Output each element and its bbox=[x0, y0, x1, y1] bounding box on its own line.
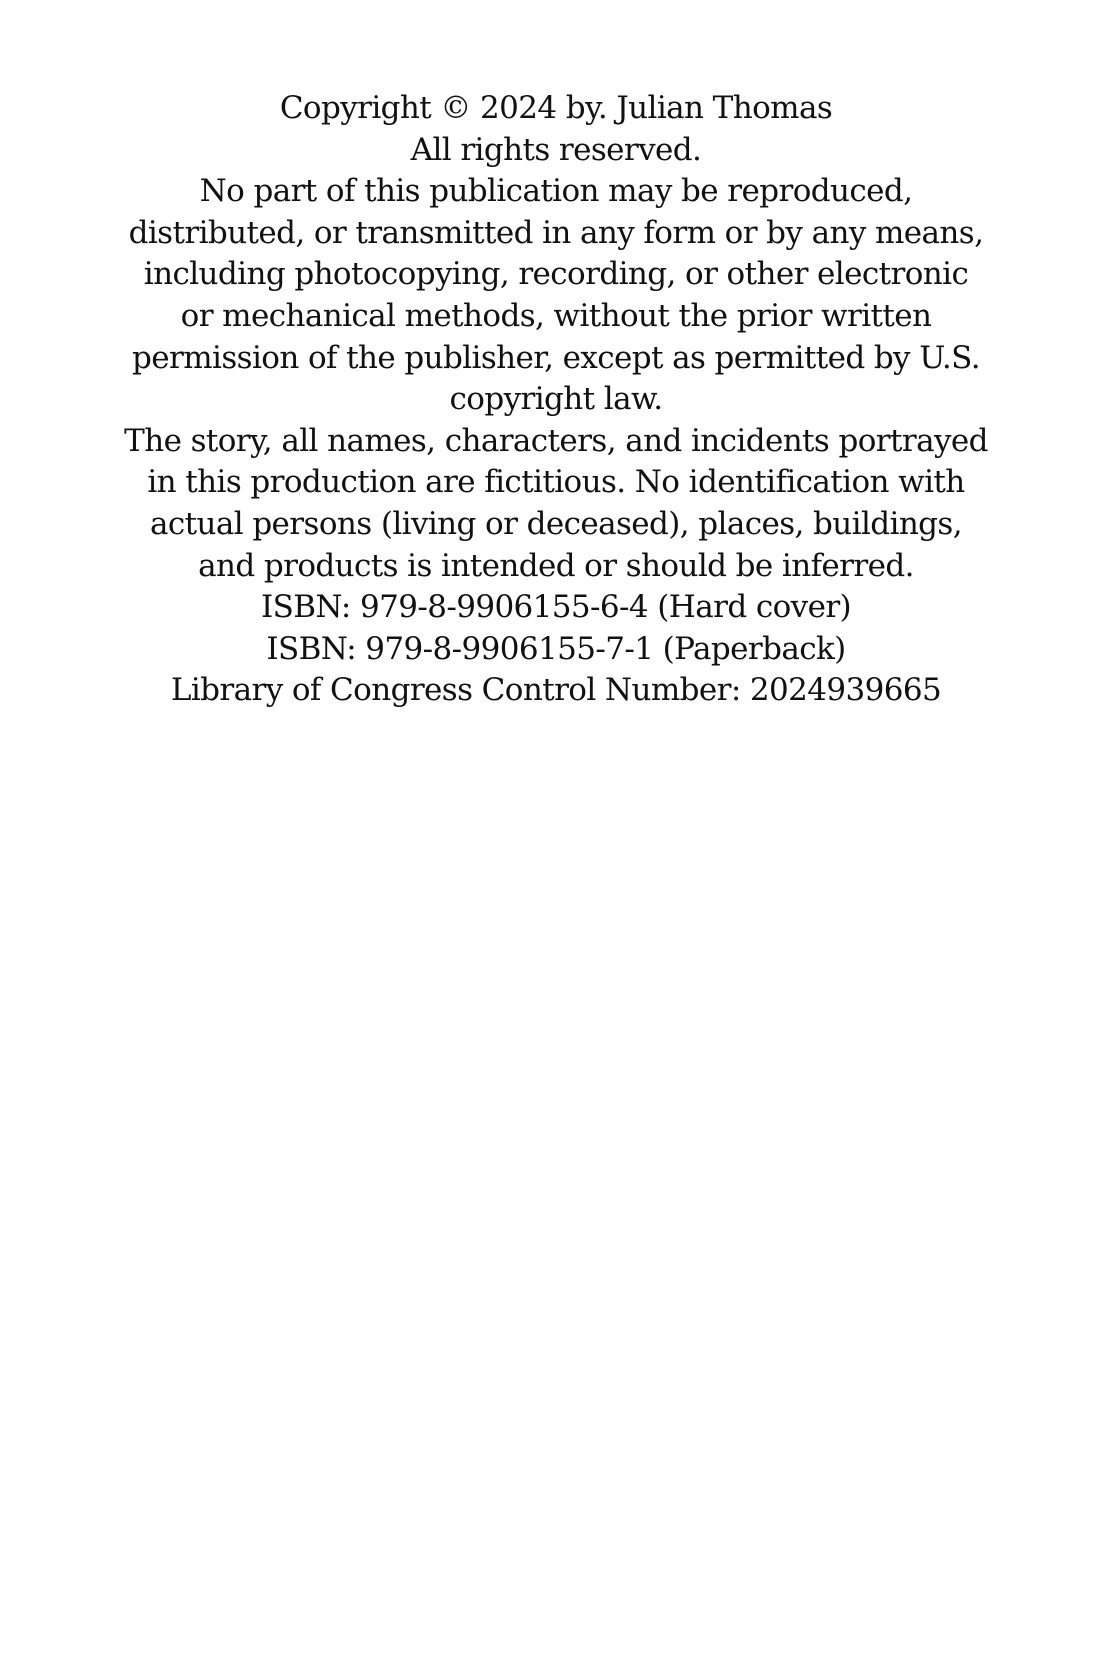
isbn-paperback-line: ISBN: 979-8-9906155-7-1 (Paperback) bbox=[266, 630, 846, 667]
fiction-disclaimer-line: actual persons (living or deceased), places, buildings, bbox=[150, 505, 962, 542]
lccn-line: Library of Congress Control Number: 2024939665 bbox=[170, 672, 942, 709]
reproduction-notice-line: copyright law. bbox=[449, 381, 663, 418]
reproduction-notice-line: including photocopying, recording, or other electronic bbox=[143, 256, 969, 293]
isbn-hardcover-line: ISBN: 979-8-9906155-6-4 (Hard cover) bbox=[260, 589, 852, 626]
reproduction-notice-line: permission of the publisher, except as permitted by U.S. bbox=[132, 339, 980, 376]
copyright-holder-line: Copyright © 2024 by. Julian Thomas bbox=[279, 90, 833, 126]
reproduction-notice-line: or mechanical methods, without the prior written bbox=[180, 297, 932, 334]
fiction-disclaimer-line: The story, all names, characters, and incidents portrayed bbox=[124, 422, 988, 459]
reproduction-notice-line: No part of this publication may be reproduced, bbox=[199, 173, 913, 210]
copyright-notice bbox=[60, 88, 1052, 712]
reproduction-notice-line: distributed, or transmitted in any form or by any means, bbox=[128, 214, 984, 251]
fiction-disclaimer-line: and products is intended or should be inferred. bbox=[198, 547, 914, 584]
rights-reserved-line: All rights reserved. bbox=[410, 131, 702, 168]
fiction-disclaimer-line: in this production are fictitious. No identification with bbox=[147, 464, 965, 501]
